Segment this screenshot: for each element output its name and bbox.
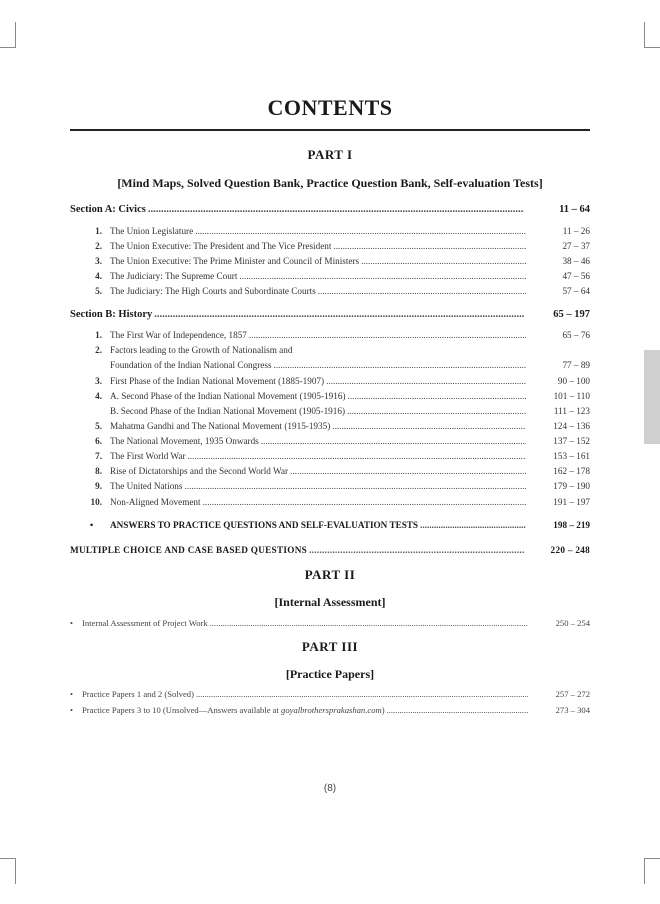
entry-title: Non-Aligned Movement [110, 497, 201, 507]
dot-leader [210, 618, 528, 628]
entry-title: Factors leading to the Growth of Nationalism and [110, 345, 293, 355]
toc-entry[interactable] [70, 705, 590, 715]
dot-leader [347, 406, 526, 416]
dot-leader [309, 545, 524, 555]
entry-pages: 38 – 46 [562, 256, 590, 266]
entry-title: Foundation of the Indian National Congress [110, 360, 272, 370]
crop-mark-top-left-v [15, 22, 16, 48]
crop-mark-bottom-left-v [15, 858, 16, 884]
toc-entry[interactable] [80, 330, 590, 340]
dot-leader [274, 360, 526, 370]
entry-pages: 90 – 100 [557, 376, 590, 386]
part3-heading: PART III [301, 639, 359, 654]
entry-pages: 57 – 64 [562, 286, 590, 296]
entry-number: 7. [95, 451, 102, 461]
part1-subtitle: [Mind Maps, Solved Question Bank, Practice Question Bank, Self-evaluation Tests] [117, 176, 543, 190]
dot-leader [326, 376, 526, 386]
entry-number: 2. [95, 241, 102, 251]
bullet: • [70, 689, 74, 699]
toc-entry[interactable] [80, 436, 590, 446]
section-pages: 11 – 64 [559, 204, 590, 215]
toc-entry[interactable] [80, 271, 590, 281]
section-history[interactable] [70, 309, 590, 320]
bullet: • [70, 618, 74, 628]
bullet: • [90, 520, 94, 530]
entry-pages: 65 – 76 [562, 330, 590, 340]
entry-title: B. Second Phase of the Indian National Movement (1905-1916) [110, 406, 345, 416]
entry-pages: 220 – 248 [550, 545, 590, 555]
crop-mark-top-right-v [644, 22, 645, 48]
entry-number: 5. [95, 286, 102, 296]
section-label: Section B: History [70, 309, 153, 320]
part2-heading: PART II [304, 567, 356, 582]
toc-entry[interactable] [80, 376, 590, 386]
entry-pages: 273 – 304 [555, 705, 590, 715]
entry-pages: 198 – 219 [553, 520, 590, 530]
part3-subtitle: [Practice Papers] [285, 667, 375, 681]
entry-title: The Union Executive: The President and The Vice President [110, 241, 332, 251]
dot-leader [188, 451, 527, 461]
entry-pages: 153 – 161 [553, 451, 590, 461]
entry-pages: 47 – 56 [562, 271, 590, 281]
entry-number: 3. [95, 256, 102, 266]
entry-title: The Union Executive: The Prime Minister and Council of Ministers [110, 256, 360, 266]
entry-title: The Union Legislature [110, 226, 194, 236]
toc-entry[interactable] [80, 481, 590, 491]
entry-number: 1. [95, 330, 102, 340]
crop-mark-top-right-h [644, 47, 660, 48]
dot-leader [387, 705, 528, 715]
dot-leader [154, 309, 524, 320]
entry-number: 5. [95, 421, 102, 431]
dot-leader [361, 256, 526, 266]
entry-title: A. Second Phase of the Indian National Movement (1905-1916) [110, 391, 346, 401]
toc-entry[interactable] [80, 286, 590, 296]
title-underline [70, 129, 590, 131]
toc-entry[interactable] [80, 466, 590, 476]
entry-number: 4. [95, 271, 102, 281]
entry-title: The United Nations [110, 481, 183, 491]
dot-leader [420, 520, 526, 530]
dot-leader [348, 391, 526, 401]
dot-leader [332, 421, 526, 431]
part2-subtitle: [Internal Assessment] [274, 595, 386, 609]
entry-title-text: Practice Papers 3 to 10 (Unsolved—Answers available at [82, 705, 282, 715]
entry-number: 1. [95, 226, 102, 236]
dot-leader [196, 689, 528, 699]
dot-leader [318, 286, 526, 296]
entry-title: Internal Assessment of Project Work [82, 618, 208, 628]
page-number: (8) [323, 783, 337, 794]
entry-title: The First World War [110, 451, 186, 461]
dot-leader [195, 226, 526, 236]
entry-title: ANSWERS TO PRACTICE QUESTIONS AND SELF-EVALUATION TESTS [110, 520, 419, 530]
crop-mark-bottom-right-v [644, 858, 645, 884]
crop-mark-bottom-right-h [644, 858, 660, 859]
entry-title: The National Movement, 1935 Onwards [110, 436, 259, 446]
entry-number: 8. [95, 466, 102, 476]
entry-title: First Phase of the Indian National Movement (1885-1907) [110, 376, 325, 386]
entry-title-suffix: ) [381, 705, 385, 715]
toc-entry[interactable] [80, 421, 590, 431]
crop-mark-bottom-left-h [0, 858, 16, 859]
entry-pages: 179 – 190 [553, 481, 590, 491]
dot-leader [333, 241, 526, 251]
dot-leader [148, 204, 524, 215]
entry-pages: 124 – 136 [553, 421, 590, 431]
entry-title [82, 705, 385, 715]
section-pages: 65 – 197 [553, 309, 590, 320]
entry-number: 9. [95, 481, 102, 491]
toc-entry[interactable] [80, 406, 590, 416]
crop-mark-top-left-h [0, 47, 16, 48]
entry-title: Mahatma Gandhi and The National Movement (1915-1935) [110, 421, 331, 431]
entry-number: 4. [95, 391, 102, 401]
entry-pages: 101 – 110 [553, 391, 590, 401]
entry-number: 10. [90, 497, 102, 507]
page-edge-tab [644, 350, 660, 444]
entry-number: 3. [95, 376, 102, 386]
part1-heading: PART I [307, 147, 353, 162]
toc-entry[interactable] [70, 689, 590, 699]
website-link[interactable]: goyalbrothersprakashan.com [281, 705, 382, 715]
entry-number: 2. [95, 345, 102, 355]
entry-title: The Judiciary: The High Courts and Subordinate Courts [110, 286, 316, 296]
entry-pages: 250 – 254 [555, 618, 590, 628]
entry-title: The Judiciary: The Supreme Court [110, 271, 238, 281]
toc-entry[interactable] [80, 241, 590, 251]
entry-pages: 111 – 123 [553, 406, 590, 416]
entry-title: Rise of Dictatorships and the Second World War [110, 466, 289, 476]
page-title: CONTENTS [267, 95, 393, 120]
toc-entry[interactable] [80, 360, 590, 370]
toc-entry-mcq[interactable] [70, 545, 590, 555]
toc-entry[interactable] [80, 256, 590, 266]
toc-entry-answers[interactable] [90, 520, 590, 530]
toc-entry[interactable] [70, 618, 590, 628]
bullet: • [70, 705, 74, 715]
toc-entry[interactable] [80, 497, 590, 507]
entry-pages: 137 – 152 [553, 436, 590, 446]
entry-pages: 11 – 26 [562, 226, 590, 236]
dot-leader [203, 497, 526, 507]
toc-entry[interactable] [80, 451, 590, 461]
entry-title: The First War of Independence, 1857 [110, 330, 247, 340]
dot-leader [184, 481, 526, 491]
toc-entry[interactable] [80, 391, 590, 401]
entry-pages: 162 – 178 [553, 466, 590, 476]
entry-number: 6. [95, 436, 102, 446]
dot-leader [261, 436, 526, 446]
section-label: Section A: Civics [70, 204, 146, 215]
entry-title: MULTIPLE CHOICE AND CASE BASED QUESTIONS [70, 545, 308, 555]
dot-leader [249, 330, 526, 340]
section-civics[interactable] [70, 204, 590, 215]
entry-pages: 27 – 37 [562, 241, 590, 251]
dot-leader [239, 271, 526, 281]
toc-entry[interactable] [80, 345, 590, 355]
entry-pages: 257 – 272 [555, 689, 590, 699]
entry-title: Practice Papers 1 and 2 (Solved) [82, 689, 194, 699]
dot-leader [290, 466, 526, 476]
toc-entry[interactable] [80, 226, 590, 236]
entry-pages: 191 – 197 [553, 497, 590, 507]
entry-pages: 77 – 89 [562, 360, 590, 370]
